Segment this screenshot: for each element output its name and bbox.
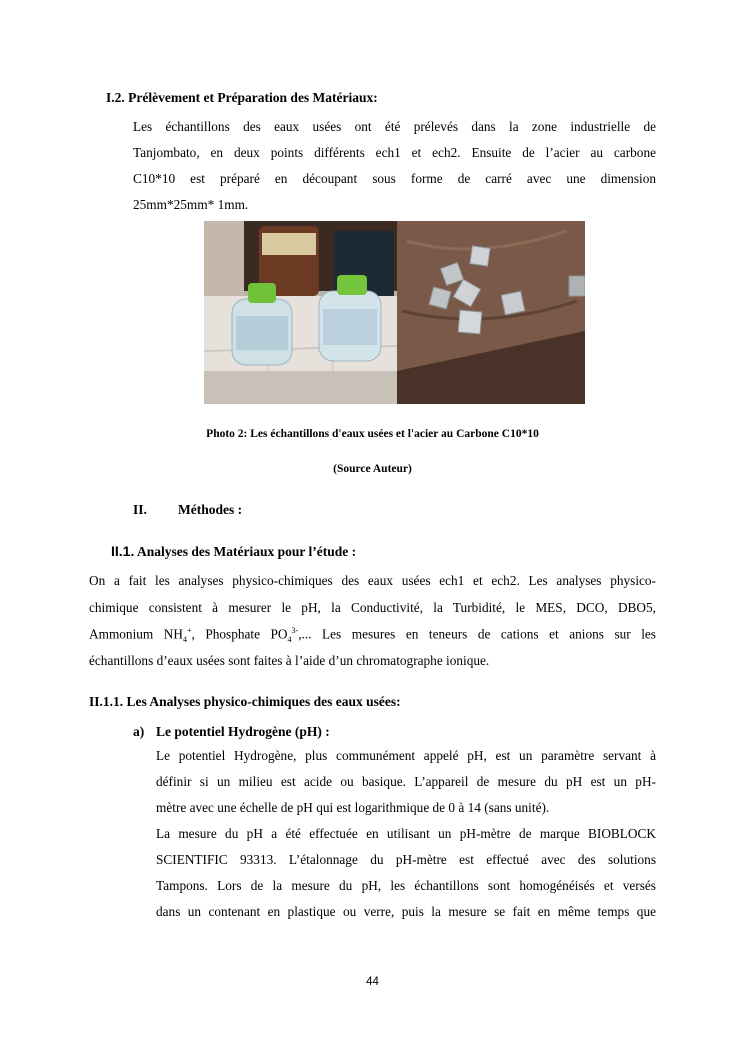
po4-charge: 3-	[291, 626, 299, 635]
ph-line-1: Le potentiel Hydrogène, plus communément appelé pH, est un paramètre servant à	[156, 748, 656, 763]
photo-water-samples	[204, 221, 397, 404]
section-ii1-heading	[111, 543, 356, 560]
ph-line-3: mètre avec une échelle de pH qui est logarithmique de 0 à 14 (sans unité).	[156, 800, 550, 815]
section-ii1-line-4: échantillons d’eaux usées sont faites à l’aide d’un chromatographe ionique.	[89, 653, 490, 668]
section-ii1-number: II.1.	[111, 543, 135, 559]
section-ii1-line-3	[89, 626, 656, 644]
photo-source: (Source Auteur)	[333, 463, 412, 475]
page-number: 44	[366, 976, 379, 988]
nh4-subscript: 4	[183, 635, 187, 645]
section-ii-title: Méthodes :	[178, 502, 243, 517]
section-ii1-title: Analyses des Matériaux pour l’étude :	[137, 544, 357, 559]
nh4-charge: +	[187, 626, 192, 635]
line3-part-b: , Phosphate PO	[191, 626, 288, 642]
section-i2-line-1: Les échantillons des eaux usées ont été prélevés dans la zone industrielle de	[133, 119, 656, 134]
line3-part-c: ,... Les mesures en teneurs de cations et anions sur les	[298, 626, 656, 642]
photo-caption: Photo 2: Les échantillons d'eaux usées et l'acier au Carbone C10*10	[206, 428, 539, 440]
section-i2-heading: I.2. Prélèvement et Préparation des Matériaux:	[106, 90, 378, 105]
section-ii-number: II.	[133, 502, 147, 517]
section-i2-line-3: C10*10 est préparé en découpant sous forme de carré avec une dimension	[133, 171, 656, 186]
ph-line-6: Tampons. Lors de la mesure du pH, les échantillons sont homogénéisés et versés	[156, 878, 656, 893]
ph-line-5: SCIENTIFIC 93313. L’étalonnage du pH-mètre est effectué avec des solutions	[156, 852, 656, 867]
photo-steel-samples	[397, 221, 585, 404]
carbon-steel-squares-image	[397, 221, 585, 404]
item-a-title: Le potentiel Hydrogène (pH) :	[156, 724, 330, 739]
section-ii1-line-1: On a fait les analyses physico-chimiques des eaux usées ech1 et ech2. Les analyses physico-	[89, 573, 656, 588]
line3-part-a: Ammonium NH	[89, 626, 183, 642]
ph-line-4: La mesure du pH a été effectuée en utilisant un pH-mètre de marque BIOBLOCK	[156, 826, 656, 841]
po4-subscript: 4	[287, 635, 292, 645]
section-ii1-line-2: chimique consistent à mesurer le pH, la Conductivité, la Turbidité, le MES, DCO, DBO5,	[89, 600, 656, 615]
water-bottles-image	[204, 221, 397, 404]
ph-line-7: dans un contenant en plastique ou verre, puis la mesure se fait en même temps que	[156, 904, 656, 919]
section-i2-line-2: Tanjombato, en deux points différents ech1 et ech2. Ensuite de l’acier au carbone	[133, 145, 656, 160]
section-ii11-heading: II.1.1. Les Analyses physico-chimiques des eaux usées:	[89, 694, 401, 709]
item-a-marker: a)	[133, 724, 145, 739]
section-i2-line-4: 25mm*25mm* 1mm.	[133, 197, 249, 212]
ph-line-2: définir si un milieu est acide ou basique. L’appareil de mesure du pH est un pH-	[156, 774, 656, 789]
